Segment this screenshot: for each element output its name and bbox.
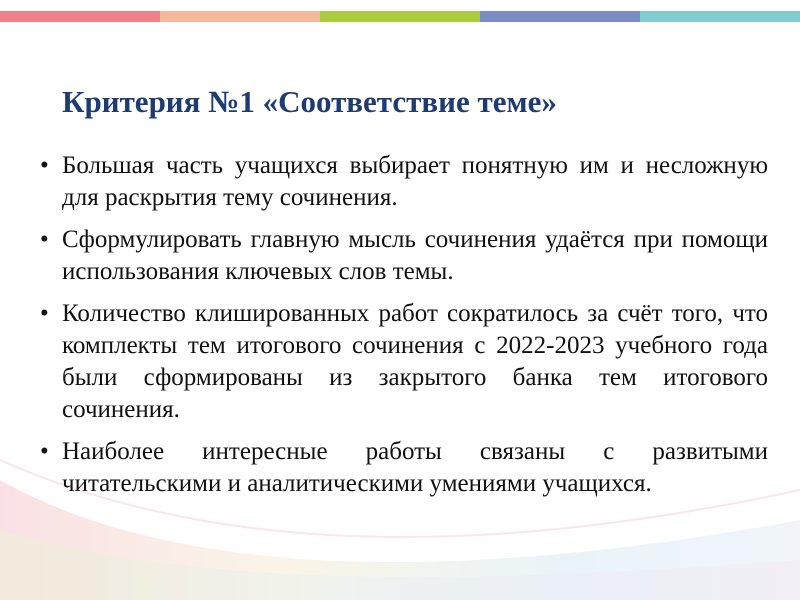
bullet-list xyxy=(40,150,768,510)
bullet-marker: • xyxy=(40,226,49,253)
accent-segment-pink xyxy=(0,11,160,22)
slide-title: Критерия №1 «Соответствие теме» xyxy=(62,84,557,119)
bullet-item xyxy=(40,224,768,288)
top-accent-bar xyxy=(0,11,800,22)
bullet-text: Большая часть учащихся выбирает понятную им и несложную для раскрытия тему сочинения. xyxy=(62,152,768,211)
bullet-item xyxy=(40,150,768,214)
accent-segment-peach xyxy=(160,11,320,22)
accent-segment-blue xyxy=(480,11,640,22)
bullet-item xyxy=(40,436,768,500)
bullet-text: Сформулировать главную мысль сочинения удаётся при помощи использования ключевых слов темы. xyxy=(62,226,768,285)
bullet-item xyxy=(40,298,768,426)
bullet-marker: • xyxy=(40,438,49,465)
bullet-text: Наиболее интересные работы связаны с развитыми читательскими и аналитическими умениями учащихся. xyxy=(62,438,768,497)
bullet-marker: • xyxy=(40,300,49,327)
bullet-marker: • xyxy=(40,152,49,179)
bullet-text: Количество клишированных работ сократилось за счёт того, что комплекты тем итогового сочинения с 2022-2023 учебного года были сформированы из закрытого банка тем итогового сочинения. xyxy=(62,300,768,423)
accent-segment-green xyxy=(320,11,480,22)
accent-segment-teal xyxy=(640,11,800,22)
